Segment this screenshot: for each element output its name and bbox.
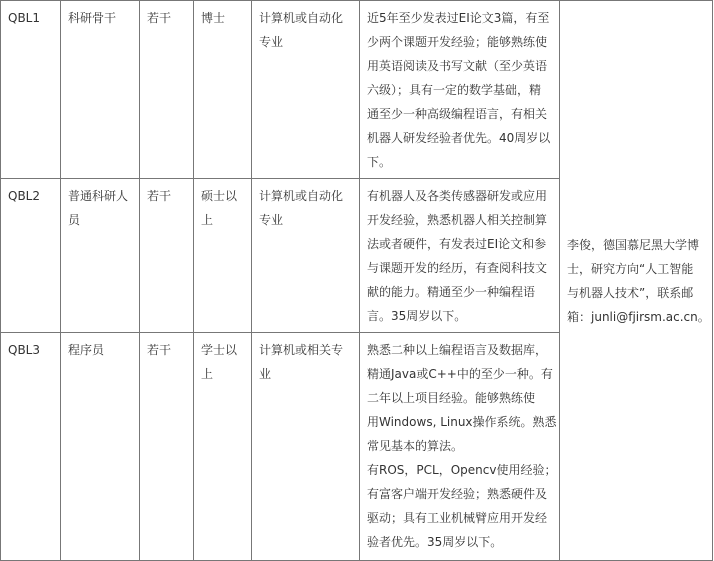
requirement-line: 六级）；具有一定的数学基础，精 <box>367 83 542 97</box>
contact-line: 李俊，德国慕尼黑大学博 <box>567 238 700 252</box>
major: 业 <box>259 367 272 381</box>
count-cell <box>140 333 194 561</box>
degree-cell <box>194 179 252 333</box>
major: 专业 <box>259 213 284 227</box>
requirement-line: 少两个课题开发经验；能够熟练使 <box>367 35 548 49</box>
degree: 博士 <box>201 11 226 25</box>
headcount: 若干 <box>147 11 172 25</box>
job-code: QBL3 <box>8 343 40 357</box>
position-cell <box>61 333 140 561</box>
table-row <box>1 1 713 179</box>
requirement-line: 与课题开发的经历，有查阅科技文 <box>367 261 548 275</box>
requirement-line: 近5年至少发表过EI论文3篇，有至 <box>367 11 550 25</box>
requirement-line: 机器人研发经验者优先。40周岁以 <box>367 131 551 145</box>
headcount: 若干 <box>147 189 172 203</box>
major-cell <box>252 179 360 333</box>
position-name: 科研骨干 <box>68 11 117 25</box>
requirement-line: 开发经验，熟悉机器人相关控制算 <box>367 213 548 227</box>
job-code-cell <box>1 333 61 561</box>
requirement-line: 法或者硬件，有发表过EI论文和参 <box>367 237 547 251</box>
degree: 上 <box>201 367 214 381</box>
major-cell <box>252 1 360 179</box>
requirement-line: 用Windows, Linux操作系统。熟悉 <box>367 415 557 429</box>
contact-email-line: 箱：junli@fjirsm.ac.cn。 <box>567 310 710 324</box>
major: 计算机或自动化 <box>259 189 344 203</box>
position-cell <box>61 1 140 179</box>
degree: 硕士以 <box>201 189 238 203</box>
requirement-line: 有机器人及各类传感器研发或应用 <box>367 189 548 203</box>
degree: 学士以 <box>201 343 238 357</box>
degree: 上 <box>201 213 214 227</box>
position-cell <box>61 179 140 333</box>
degree-cell <box>194 1 252 179</box>
requirement-line: 用英语阅读及书写文献（至少英语 <box>367 59 548 73</box>
requirement-line: 言。35周岁以下。 <box>367 309 467 323</box>
job-code: QBL2 <box>8 189 40 203</box>
contact-line: 士，研究方向“人工智能 <box>567 262 694 276</box>
position-name: 程序员 <box>68 343 105 357</box>
headcount: 若干 <box>147 343 172 357</box>
requirement-line: 通至少一种高级编程语言，有相关 <box>367 107 548 121</box>
job-code: QBL1 <box>8 11 40 25</box>
major: 计算机或自动化 <box>259 11 344 25</box>
requirement-line: 驱动；具有工业机械臂应用开发经 <box>367 511 548 525</box>
major-cell <box>252 333 360 561</box>
job-code-cell <box>1 1 61 179</box>
degree-cell <box>194 333 252 561</box>
requirement-line: 熟悉二种以上编程语言及数据库， <box>367 343 548 357</box>
requirement-line: 验者优先。35周岁以下。 <box>367 535 503 549</box>
requirements-cell <box>360 179 560 333</box>
job-code-cell <box>1 179 61 333</box>
major: 专业 <box>259 35 284 49</box>
requirement-line: 二年以上项目经验。能够熟练使 <box>367 391 536 405</box>
requirement-line: 下。 <box>367 155 392 169</box>
requirements-cell <box>360 1 560 179</box>
requirement-line: 常见基本的算法。 <box>367 439 464 453</box>
requirements-cell <box>360 333 560 561</box>
requirement-line: 有ROS，PCL，Opencv使用经验； <box>367 463 557 477</box>
contact-cell <box>560 1 713 561</box>
requirement-line: 精通Java或C++中的至少一种。有 <box>367 367 553 381</box>
count-cell <box>140 1 194 179</box>
requirement-line: 献的能力。精通至少一种编程语 <box>367 285 536 299</box>
requirement-line: 有富客户端开发经验；熟悉硬件及 <box>367 487 548 501</box>
contact-line: 与机器人技术”，联系邮 <box>567 286 694 300</box>
major: 计算机或相关专 <box>259 343 344 357</box>
position-name: 普通科研人 <box>68 189 129 203</box>
position-name: 员 <box>68 213 81 227</box>
count-cell <box>140 179 194 333</box>
